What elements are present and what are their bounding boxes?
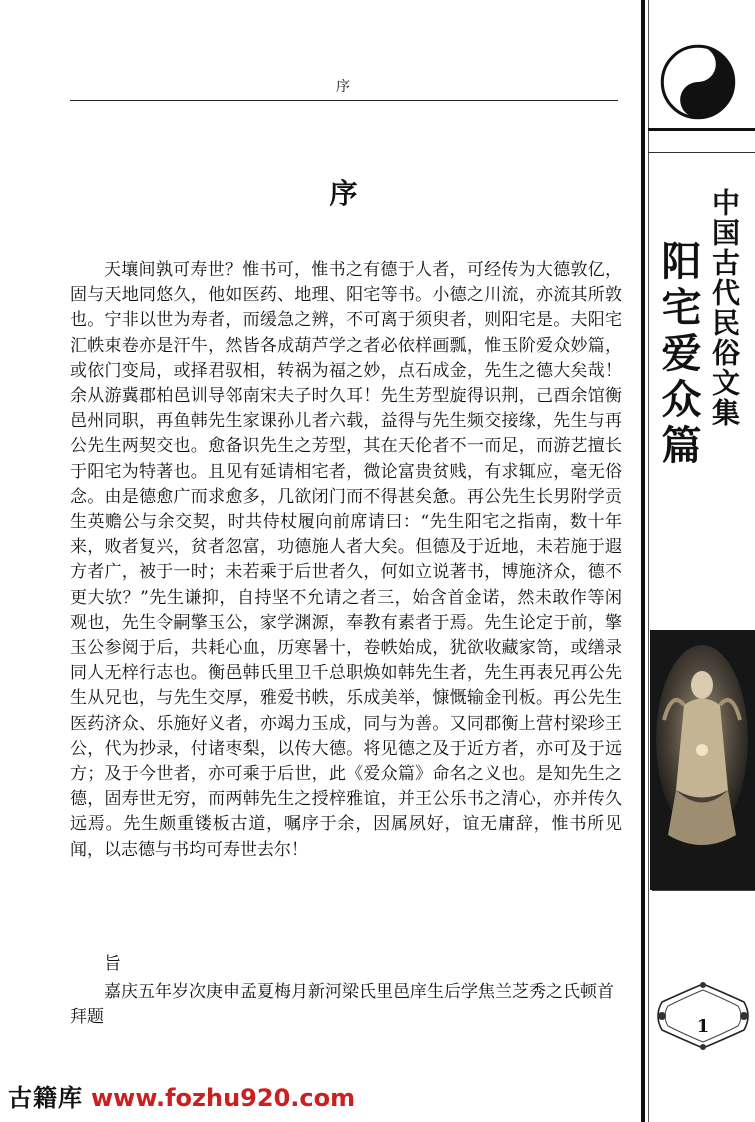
closing-signature: 嘉庆五年岁次庚申孟夏梅月新河梁氏里邑庠生后学焦兰芝秀之氏顿首拜题 [70, 982, 614, 1027]
site-watermark [8, 1080, 355, 1116]
preface-body [70, 258, 622, 863]
page-title: 序 [329, 177, 361, 210]
watermark-url: www.fozhu920.com [91, 1084, 356, 1112]
closing-zhi: 旨 [104, 954, 121, 974]
side-band-rule [648, 128, 755, 131]
page-number: 1 [696, 1016, 710, 1037]
side-border-thick [641, 0, 645, 1122]
side-band-rule-thin [648, 152, 755, 153]
buddha-statue-image [650, 630, 755, 890]
side-border-thin [648, 0, 649, 1122]
side-divider [652, 890, 755, 891]
series-title: 中国古代民俗文集 [708, 188, 741, 428]
running-header: 序 [336, 79, 352, 95]
header-rule [70, 100, 618, 101]
closing-block [70, 952, 622, 1030]
preface-paragraph: 天壤间孰可寿世？惟书可，惟书之有德于人者，可经传为大德敦亿，固与天地同悠久，他如医药、地理、阳宅等书。小德之川流，亦流其所敦也。宁非以世为寿者，而缓急之辨，不可离于须臾者，则阳宅是。夫阳宅汇帙束卷亦是汗牛，然皆各成葫芦学之者必依样画瓢，惟玉阶爱众妙篇，或依门变局，或择君驭相，转祸为福之妙，点石成金，先生之德大矣哉！余从游冀郡柏邑训导邻南宋夫子时久耳！先生芳型旋得识荆，己酉余馆衡邑州同职，再鱼韩先生家课孙儿者六载，益得与先生频交接缘，先生与再公先生两契交也。愈备识先生之芳型，其在天伦者不一而足，而游艺擅长于阳宅为特著也。且见有延请相宅者，微论富贵贫贱，有求辄应，毫无俗念。由是德愈广而求愈多，几欲闭门而不得甚矣惫。再公先生长男附学贡生英赡公与余交契，时共侍杖履向前席请曰：“先生阳宅之指南，数十年来，败者复兴，贫者忽富，功德施人者大矣。但德及于近地，未若施于遐方者广，被于一时；未若乘于后世者久，何如立说著书，博施济众，德不更大欤？”先生谦抑，自持坚不允请之者三，始含首金诺，然未敢作等闲观也，先生令嗣擎玉公，家学渊源，奉教有素者于焉。先生论定于前，擎玉公参阅于后，共耗心血，历寒暑十，卷帙始成，犹欲收藏家笥，或缮录同人无梓行志也。衡邑韩氏里卫千总职焕如韩先生者，先生再表兄再公先生从兄也，与先生交厚，雅爱书帙，乐成美举，慷慨输金刊板。再公先生医药济众、乐施好义者，亦竭力玉成，同与为善。又同郡衡上营村梁珍王公，代为抄录，付诸枣梨，以传大德。将见德之及于近方者，亦可及于远方；及于今世者，亦可乘于后世，此《爱众篇》命名之义也。是知先生之德，固寿世无穷，而两韩先生之授梓雅谊，并王公乐书之清心，亦并传久远焉。先生颇重镂板古道，嘱序于余，因属夙好，谊无庸辞，惟书所见闻，以志德与书均可寿世去尔！ [70, 260, 622, 860]
watermark-site-name: 古籍库 [8, 1084, 83, 1112]
yin-yang-icon [660, 44, 736, 120]
book-title: 阳宅爱众篇 [655, 240, 701, 470]
side-strip [641, 0, 755, 1122]
